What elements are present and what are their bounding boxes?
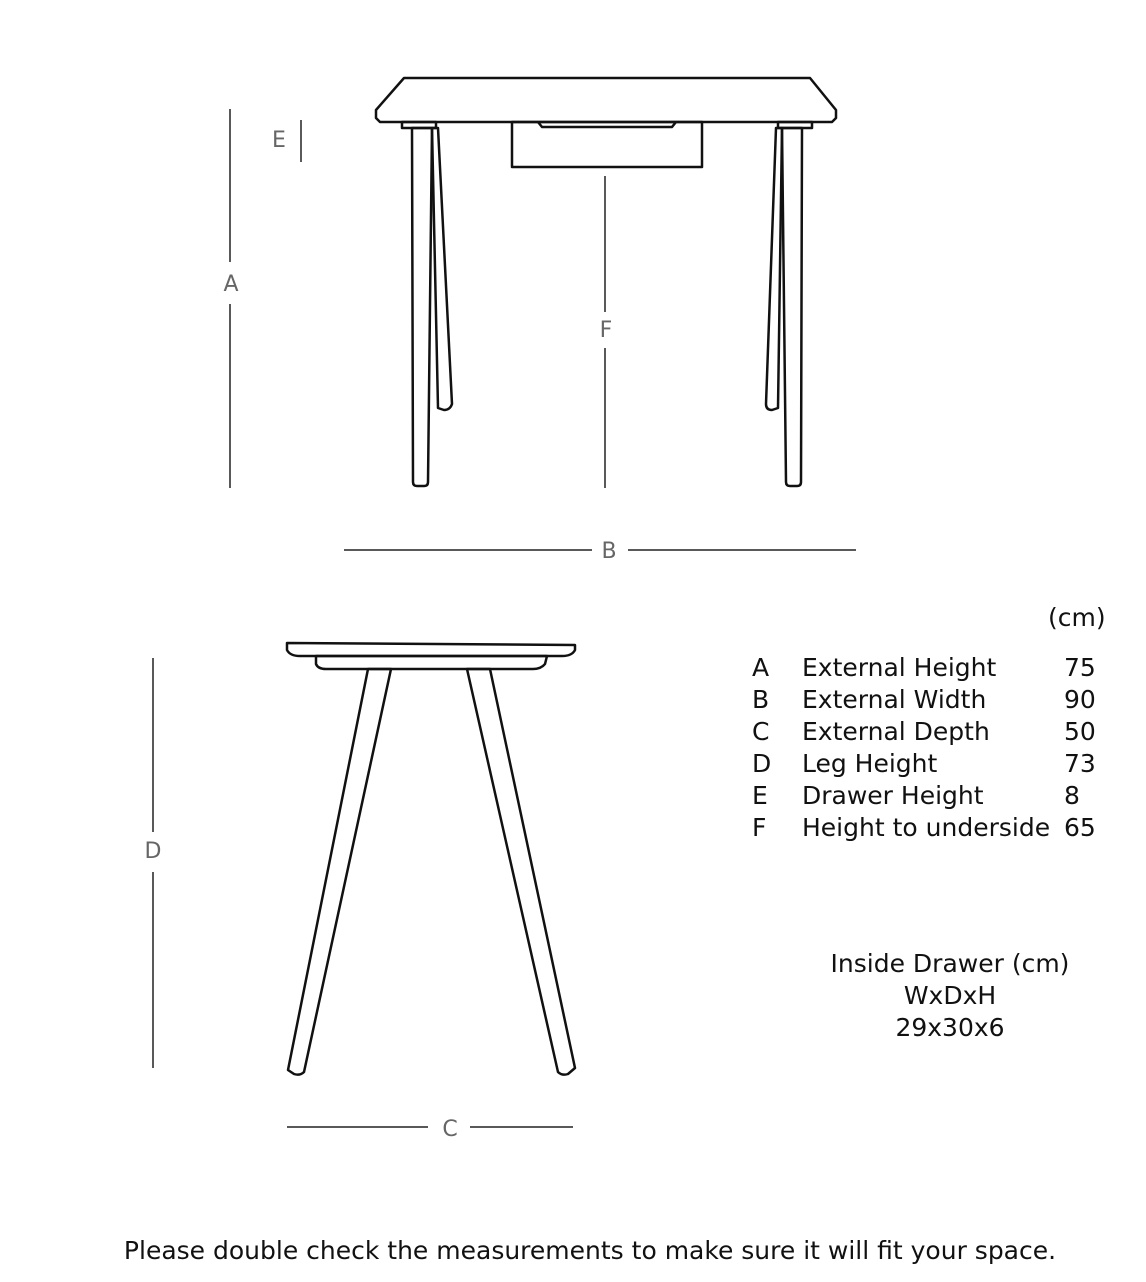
side-left-leg	[288, 669, 391, 1075]
dimension-label-a: A	[223, 272, 239, 297]
side-dimension-lines	[153, 658, 573, 1127]
side-apron	[316, 656, 547, 669]
front-left-leg	[412, 128, 432, 486]
table-row	[752, 684, 1104, 716]
table-row	[752, 748, 1104, 780]
dimension-label-f: F	[599, 318, 613, 343]
dimension-label-b: B	[601, 539, 617, 564]
row-value: 50	[1064, 717, 1096, 746]
front-tabletop	[376, 78, 836, 122]
table-row	[752, 780, 1104, 812]
row-name: Height to underside	[802, 813, 1051, 842]
row-letter: E	[752, 781, 768, 810]
front-right-leg	[782, 128, 802, 486]
row-letter: B	[752, 685, 770, 714]
unit-label: (cm)	[1048, 603, 1106, 632]
desk-front-view	[376, 78, 836, 486]
row-letter: F	[752, 813, 767, 842]
row-value: 75	[1064, 653, 1096, 682]
measurement-notice: Please double check the measurements to make sure it will fit your space.	[123, 1236, 1057, 1265]
row-value: 90	[1064, 685, 1096, 714]
front-drawer	[512, 122, 702, 167]
inside-drawer-info	[800, 948, 1100, 1044]
inside-drawer-format: WxDxH	[903, 981, 997, 1010]
dimensions-table	[752, 652, 1104, 844]
inside-drawer-title: Inside Drawer (cm)	[830, 949, 1070, 978]
side-tabletop	[287, 643, 575, 656]
row-value: 65	[1064, 813, 1096, 842]
front-left-rear-leg	[432, 128, 452, 410]
dimension-label-c: C	[442, 1117, 458, 1142]
table-row	[752, 716, 1104, 748]
table-row	[752, 812, 1104, 844]
front-right-rear-leg	[766, 128, 782, 410]
dimension-label-e: E	[272, 128, 286, 153]
row-letter: A	[752, 653, 770, 682]
row-name: Leg Height	[802, 749, 938, 778]
row-name: Drawer Height	[802, 781, 984, 810]
desk-side-view	[287, 643, 575, 1075]
dimension-label-d: D	[144, 839, 162, 864]
inside-drawer-dimensions: 29x30x6	[895, 1013, 1005, 1042]
row-letter: C	[752, 717, 770, 746]
row-name: External Depth	[802, 717, 990, 746]
table-row	[752, 652, 1104, 684]
side-right-leg	[467, 669, 575, 1075]
row-letter: D	[752, 749, 772, 778]
row-name: External Height	[802, 653, 997, 682]
row-name: External Width	[802, 685, 987, 714]
row-value: 73	[1064, 749, 1096, 778]
row-value: 8	[1064, 781, 1080, 810]
front-dimension-lines	[230, 109, 856, 550]
